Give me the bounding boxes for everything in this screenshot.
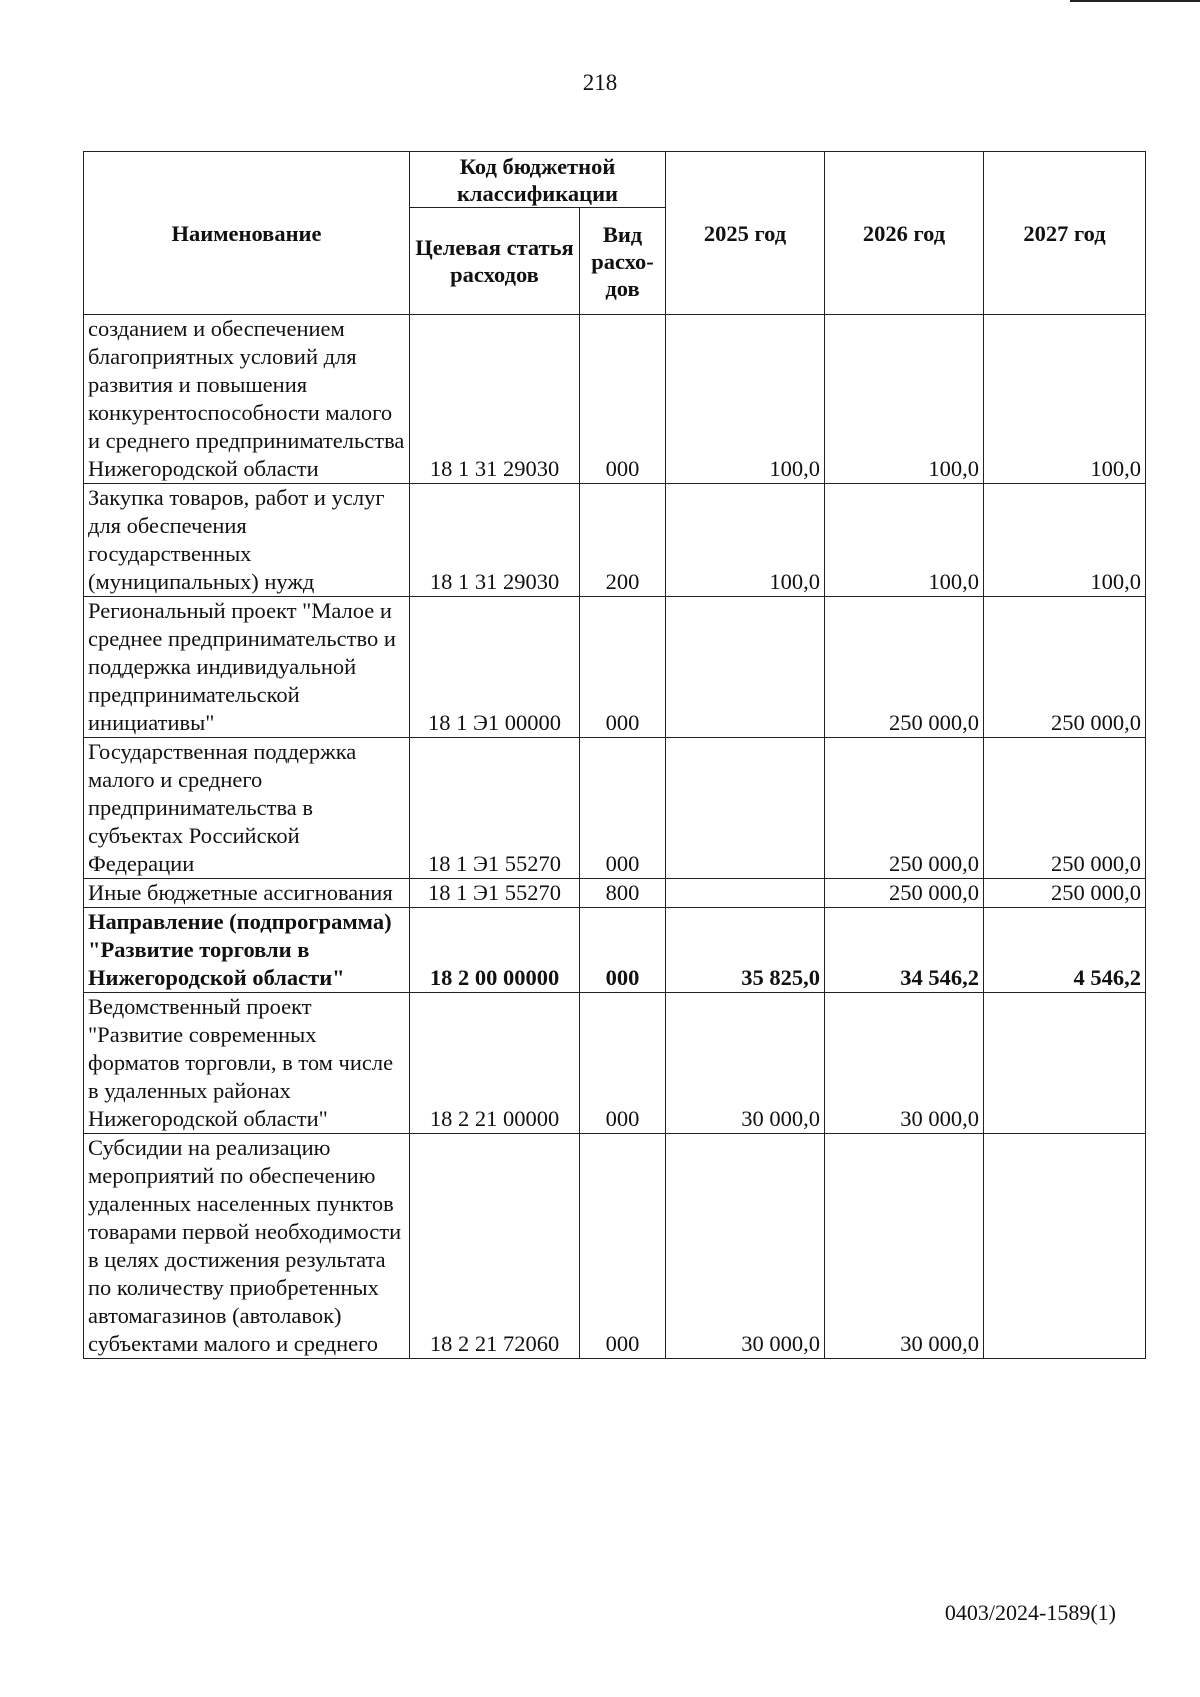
- cell-2027: 4 546,2: [984, 908, 1146, 993]
- cell-kind: 000: [580, 738, 666, 879]
- table-row-subprogram: [84, 908, 1146, 993]
- cell-2025: 35 825,0: [666, 908, 825, 993]
- top-edge-rule: [1070, 0, 1200, 2]
- cell-name: Ведомственный проект "Развитие современных форматов торговли, в том числе в удаленных районах Нижегородской области": [84, 993, 410, 1134]
- table-row: [84, 597, 1146, 738]
- cell-2025: 30 000,0: [666, 1134, 825, 1359]
- table-row: [84, 315, 1146, 484]
- cell-2026: 250 000,0: [825, 738, 984, 879]
- cell-kind: 000: [580, 315, 666, 484]
- cell-kind: 000: [580, 1134, 666, 1359]
- cell-2025: 30 000,0: [666, 993, 825, 1134]
- table-row: [84, 738, 1146, 879]
- table-body: [84, 315, 1146, 1359]
- cell-code: 18 2 21 72060: [410, 1134, 580, 1359]
- cell-2026: 100,0: [825, 484, 984, 597]
- cell-kind: 200: [580, 484, 666, 597]
- cell-kind: 000: [580, 597, 666, 738]
- cell-kind: 000: [580, 993, 666, 1134]
- cell-2026: 30 000,0: [825, 1134, 984, 1359]
- cell-code: 18 1 Э1 55270: [410, 879, 580, 908]
- header-2026: 2026 год: [825, 152, 984, 315]
- table-header-row-top: [84, 152, 1146, 208]
- cell-2026: 250 000,0: [825, 597, 984, 738]
- header-2025: 2025 год: [666, 152, 825, 315]
- table-row: [84, 484, 1146, 597]
- cell-2026: 30 000,0: [825, 993, 984, 1134]
- cell-name: Закупка товаров, работ и услуг для обеспечения государственных (муниципальных) нужд: [84, 484, 410, 597]
- cell-2025: [666, 597, 825, 738]
- cell-name: Иные бюджетные ассигнования: [84, 879, 410, 908]
- header-name: Наименование: [84, 152, 410, 315]
- cell-2025: 100,0: [666, 315, 825, 484]
- cell-2027: 250 000,0: [984, 597, 1146, 738]
- cell-2027: 100,0: [984, 315, 1146, 484]
- cell-2027: 250 000,0: [984, 879, 1146, 908]
- cell-name: Государственная поддержка малого и среднего предпринимательства в субъектах Российской Федерации: [84, 738, 410, 879]
- cell-2027: 100,0: [984, 484, 1146, 597]
- cell-code: 18 2 00 00000: [410, 908, 580, 993]
- cell-2027: [984, 993, 1146, 1134]
- cell-2026: 34 546,2: [825, 908, 984, 993]
- header-expense-type: Вид расхо-дов: [580, 208, 666, 315]
- cell-2027: 250 000,0: [984, 738, 1146, 879]
- page-number: 218: [582, 70, 618, 95]
- cell-code: 18 1 Э1 00000: [410, 597, 580, 738]
- header-budget-code: Код бюджетной классификации: [410, 152, 666, 208]
- cell-2026: 250 000,0: [825, 879, 984, 908]
- cell-name: Субсидии на реализацию мероприятий по обеспечению удаленных населенных пунктов товарами первой необходимости в целях достижения результата по количеству приобретенных автомагазинов (автолавок) субъектами малого и среднего: [84, 1134, 410, 1359]
- cell-2025: [666, 879, 825, 908]
- budget-table: [83, 151, 1146, 1359]
- table-row: [84, 879, 1146, 908]
- header-2027: 2027 год: [984, 152, 1146, 315]
- cell-name: созданием и обеспечением благоприятных условий для развития и повышения конкурентоспособности малого и среднего предпринимательства Нижегородской области: [84, 315, 410, 484]
- cell-2025: [666, 738, 825, 879]
- header-target-article: Целевая статья расходов: [410, 208, 580, 315]
- cell-code: 18 1 31 29030: [410, 484, 580, 597]
- cell-2027: [984, 1134, 1146, 1359]
- cell-code: 18 2 21 00000: [410, 993, 580, 1134]
- cell-name: Региональный проект "Малое и среднее предпринимательство и поддержка индивидуальной предпринимательской инициативы": [84, 597, 410, 738]
- table-row: [84, 993, 1146, 1134]
- cell-code: 18 1 Э1 55270: [410, 738, 580, 879]
- cell-name: Направление (подпрограмма) "Развитие торговли в Нижегородской области": [84, 908, 410, 993]
- document-registration-code: 0403/2024-1589(1): [944, 1600, 1116, 1625]
- cell-2026: 100,0: [825, 315, 984, 484]
- cell-kind: 000: [580, 908, 666, 993]
- cell-code: 18 1 31 29030: [410, 315, 580, 484]
- cell-2025: 100,0: [666, 484, 825, 597]
- cell-kind: 800: [580, 879, 666, 908]
- table-row: [84, 1134, 1146, 1359]
